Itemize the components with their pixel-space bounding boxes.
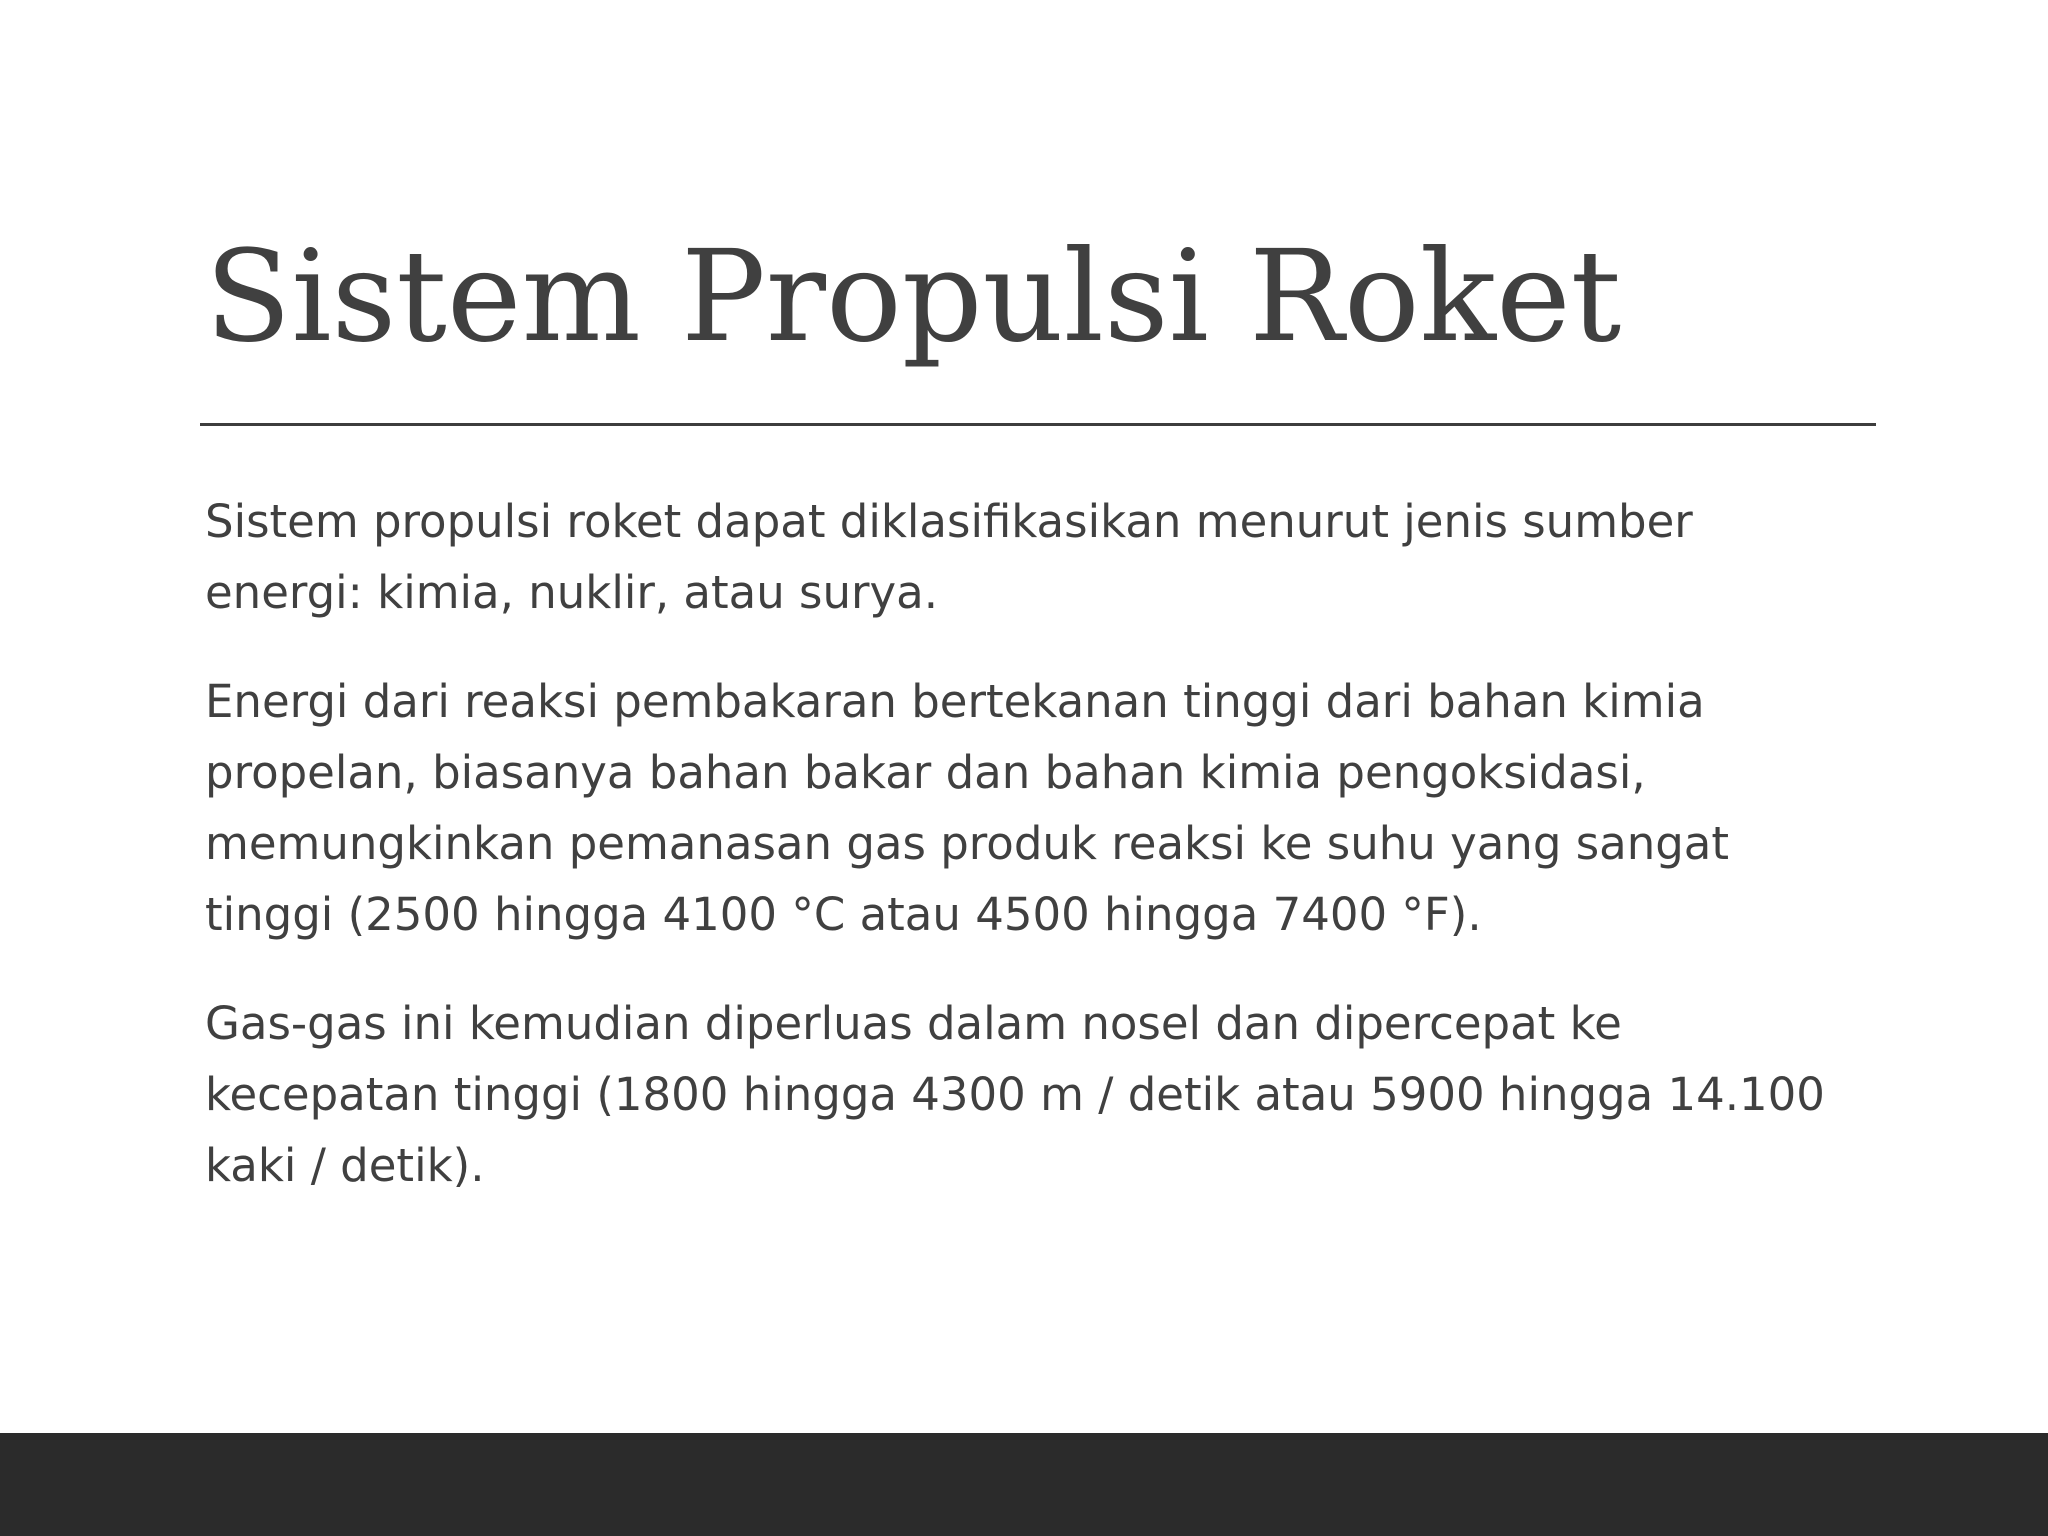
slide-body — [205, 486, 1885, 1239]
footer-bar — [0, 1433, 2048, 1536]
title-divider — [200, 423, 1876, 426]
slide-title: Sistem Propulsi Roket — [205, 223, 1622, 370]
paragraph-combustion: Energi dari reaksi pembakaran bertekanan tinggi dari bahan kimia propelan, biasanya bahan bakar dan bahan kimia pengoksidasi, memungkinkan pemanasan gas produk reaksi ke suhu yang sangat tinggi (2500 hingga 4100 °C atau 4500 hingga 7400 °F). — [205, 675, 1730, 941]
paragraph-energy-sources: Sistem propulsi roket dapat diklasifikasikan menurut jenis sumber energi: kimia, nuklir, atau surya. — [205, 495, 1693, 619]
paragraph-nozzle: Gas-gas ini kemudian diperluas dalam nosel dan dipercepat ke kecepatan tinggi (1800 hingga 4300 m / detik atau 5900 hingga 14.100 kaki / detik). — [205, 997, 1825, 1192]
